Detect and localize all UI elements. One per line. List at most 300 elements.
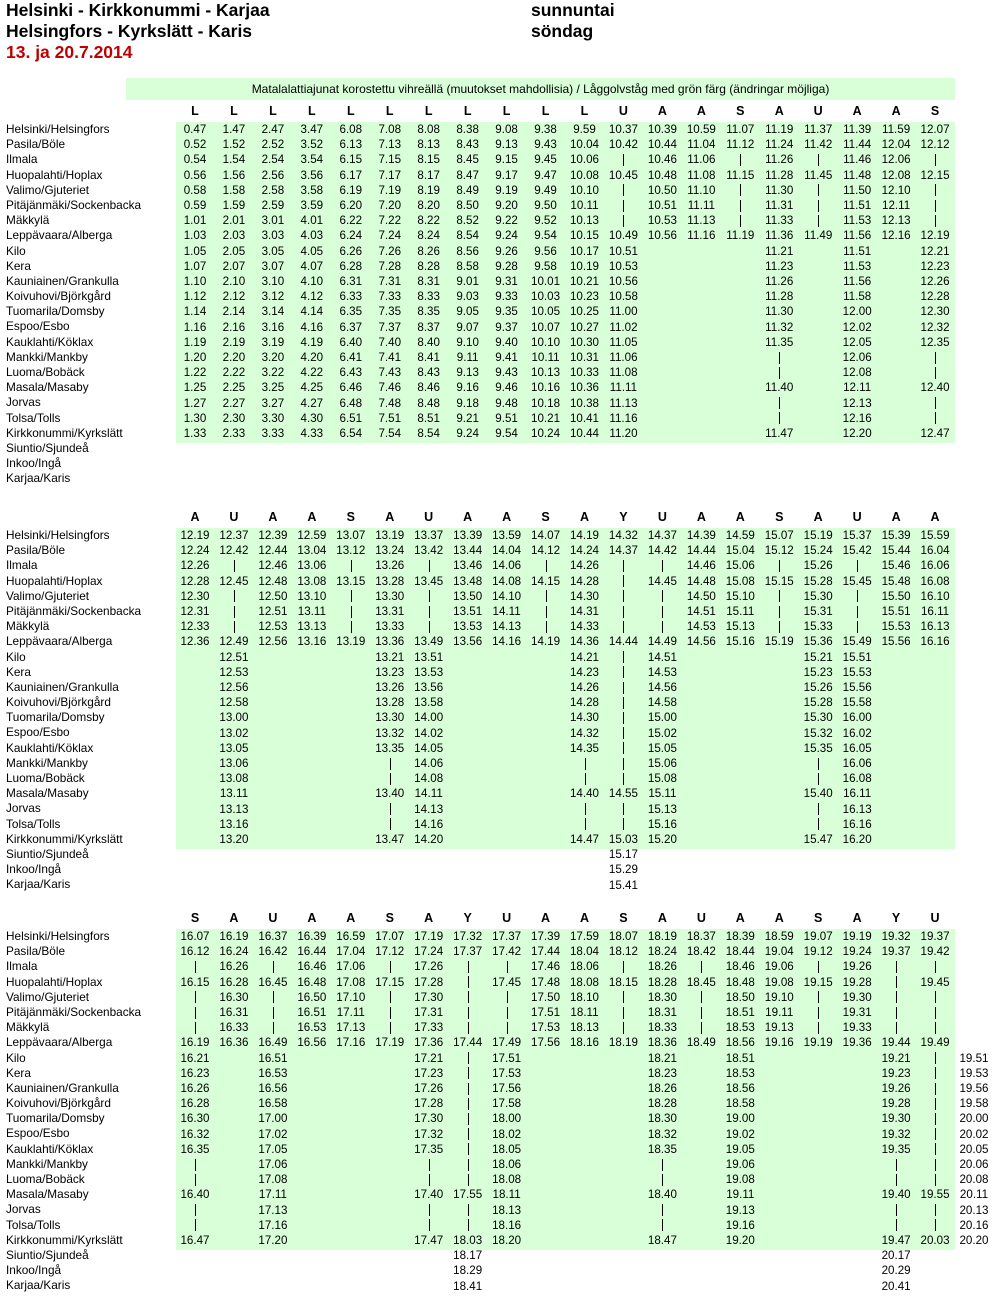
- departure-time: 20.17: [881, 1249, 911, 1263]
- station-name: Ilmala: [6, 959, 38, 974]
- departure-time: 12.06: [842, 351, 872, 364]
- departure-time: 12.32: [920, 320, 950, 334]
- departure-time: 18.26: [647, 1082, 677, 1095]
- departure-time: 6.31: [339, 275, 363, 288]
- departure-time: 14.39: [686, 529, 716, 542]
- departure-time: 19.13: [764, 1021, 794, 1035]
- departure-time: 17.28: [414, 1097, 444, 1111]
- departure-time: 11.42: [804, 138, 833, 152]
- passes-without-stopping-mark: [935, 1219, 936, 1231]
- departure-time: 11.11: [609, 381, 638, 395]
- station-name: Kilo: [6, 243, 26, 258]
- departure-time: 10.50: [647, 183, 677, 197]
- departure-time: 6.19: [339, 183, 363, 197]
- passes-without-stopping-mark: [818, 154, 819, 166]
- passes-without-stopping-mark: [234, 621, 235, 633]
- departure-time: 15.15: [764, 574, 794, 588]
- departure-time: 16.06: [842, 757, 872, 770]
- departure-time: 10.08: [569, 168, 599, 182]
- departure-time: 15.21: [803, 650, 833, 664]
- departure-time: 7.43: [378, 366, 402, 380]
- passes-without-stopping-mark: [390, 758, 391, 770]
- departure-time: 17.06: [336, 960, 366, 974]
- departure-time: 14.12: [531, 544, 561, 558]
- departure-time: 3.54: [300, 153, 324, 167]
- departure-time: 3.14: [261, 305, 285, 319]
- departure-time: 0.54: [183, 153, 207, 167]
- departure-time: 19.55: [920, 1188, 950, 1202]
- passes-without-stopping-mark: [195, 1174, 196, 1186]
- passes-without-stopping-mark: [623, 742, 624, 754]
- departure-time: 10.21: [531, 411, 561, 425]
- departure-time: 6.35: [339, 305, 363, 319]
- departure-time: 7.20: [378, 199, 402, 212]
- departure-time: 16.28: [219, 975, 249, 989]
- departure-time: 13.05: [219, 741, 249, 755]
- station-name: Mankki/Mankby: [6, 755, 88, 770]
- departure-time: 19.16: [725, 1218, 755, 1232]
- departure-time: 14.42: [647, 544, 677, 558]
- departure-time: 19.13: [725, 1203, 755, 1217]
- station-name: Kera: [6, 258, 31, 273]
- departure-time: 8.56: [456, 244, 479, 258]
- departure-time: 1.03: [183, 229, 207, 243]
- line-code: A: [891, 104, 901, 118]
- passes-without-stopping-mark: [623, 773, 624, 785]
- departure-time: 10.30: [569, 335, 599, 349]
- passes-without-stopping-mark: [351, 621, 352, 633]
- departure-time: 12.35: [920, 335, 950, 349]
- departure-time: 12.30: [920, 305, 950, 319]
- departure-time: 15.32: [803, 726, 833, 740]
- passes-without-stopping-mark: [935, 367, 936, 379]
- passes-without-stopping-mark: [623, 184, 624, 196]
- departure-time: 11.47: [765, 427, 794, 440]
- departure-time: 11.19: [726, 229, 755, 243]
- station-name: Masala/Masaby: [6, 1187, 89, 1202]
- departure-time: 12.20: [842, 427, 872, 440]
- departure-time: 7.35: [378, 305, 402, 319]
- departure-time: 12.36: [180, 635, 210, 649]
- departure-time: 11.15: [726, 168, 755, 182]
- departure-time: 15.53: [842, 665, 872, 679]
- departure-time: 15.40: [803, 787, 833, 801]
- departure-time: 11.30: [765, 183, 794, 197]
- departure-time: 13.13: [219, 802, 249, 816]
- passes-without-stopping-mark: [623, 575, 624, 587]
- departure-time: 10.10: [531, 335, 561, 349]
- departure-time: 17.31: [414, 1006, 444, 1019]
- departure-time: 15.16: [647, 817, 677, 831]
- passes-without-stopping-mark: [779, 606, 780, 618]
- departure-time: 4.19: [300, 335, 324, 349]
- departure-time: 17.36: [414, 1036, 444, 1050]
- departure-time: 10.44: [647, 138, 677, 152]
- departure-time: 20.41: [881, 1279, 911, 1293]
- departure-time: 18.39: [725, 930, 755, 943]
- passes-without-stopping-mark: [195, 1219, 196, 1231]
- station-name: Tolsa/Tolls: [6, 1217, 61, 1232]
- passes-without-stopping-mark: [818, 758, 819, 770]
- departure-time: 9.15: [495, 153, 518, 167]
- departure-time: 11.07: [726, 123, 755, 136]
- departure-time: 14.05: [414, 741, 444, 755]
- departure-time: 11.32: [765, 320, 794, 334]
- line-code: L: [424, 104, 433, 118]
- departure-time: 11.53: [843, 259, 872, 273]
- passes-without-stopping-mark: [896, 1204, 897, 1216]
- station-name: Tolsa/Tolls: [6, 410, 61, 425]
- departure-time: 9.38: [534, 123, 557, 136]
- departure-time: 16.39: [297, 930, 327, 943]
- passes-without-stopping-mark: [935, 1067, 936, 1079]
- departure-time: 14.28: [569, 574, 599, 588]
- departure-time: 16.45: [258, 975, 288, 989]
- line-code: A: [579, 911, 590, 925]
- departure-time: 8.38: [456, 123, 479, 136]
- passes-without-stopping-mark: [468, 991, 469, 1003]
- departure-time: 20.02: [959, 1127, 989, 1141]
- passes-without-stopping-mark: [351, 606, 352, 618]
- station-name: Masala/Masaby: [6, 786, 89, 801]
- departure-time: 18.32: [647, 1127, 677, 1141]
- passes-without-stopping-mark: [935, 1052, 936, 1064]
- departure-time: 18.03: [453, 1234, 483, 1247]
- departure-time: 14.16: [414, 817, 444, 831]
- departure-time: 18.06: [492, 1158, 522, 1171]
- passes-without-stopping-mark: [935, 412, 936, 424]
- departure-time: 13.04: [297, 544, 327, 558]
- departure-time: 10.59: [686, 123, 716, 136]
- departure-time: 18.56: [725, 1036, 755, 1050]
- departure-time: 15.05: [647, 741, 677, 755]
- departure-time: 10.24: [531, 427, 561, 440]
- departure-time: 11.16: [609, 411, 638, 425]
- station-name: Karjaa/Karis: [6, 877, 71, 892]
- departure-time: 14.11: [414, 787, 443, 801]
- passes-without-stopping-mark: [507, 991, 508, 1003]
- departure-time: 19.16: [764, 1036, 794, 1050]
- passes-without-stopping-mark: [818, 991, 819, 1003]
- line-code: A: [307, 510, 317, 524]
- line-code: Y: [891, 911, 901, 925]
- departure-time: 15.08: [647, 772, 677, 786]
- departure-time: 10.23: [569, 290, 599, 304]
- departure-time: 2.47: [261, 123, 285, 136]
- weekday: [531, 0, 615, 42]
- departure-time: 19.26: [842, 960, 872, 974]
- departure-time: 18.58: [725, 1097, 755, 1111]
- departure-time: 1.07: [183, 259, 207, 273]
- departure-time: 17.39: [531, 930, 561, 943]
- passes-without-stopping-mark: [468, 1143, 469, 1155]
- departure-time: 9.48: [495, 396, 518, 410]
- departure-time: 8.52: [456, 214, 479, 228]
- departure-time: 13.20: [219, 833, 249, 846]
- departure-time: 12.37: [219, 529, 249, 542]
- departure-time: 9.16: [456, 381, 479, 395]
- departure-time: 20.20: [959, 1234, 989, 1247]
- line-code: A: [657, 911, 667, 925]
- departure-time: 13.59: [492, 529, 522, 542]
- passes-without-stopping-mark: [468, 1159, 469, 1171]
- departure-time: 13.51: [453, 605, 483, 618]
- passes-without-stopping-mark: [468, 1219, 469, 1231]
- passes-without-stopping-mark: [351, 560, 352, 572]
- departure-time: 15.51: [881, 605, 911, 618]
- departure-time: 17.16: [258, 1218, 288, 1232]
- departure-time: 11.12: [726, 138, 755, 152]
- departure-time: 6.54: [339, 427, 363, 440]
- departure-time: 15.06: [725, 559, 755, 573]
- departure-time: 12.47: [920, 427, 950, 440]
- passes-without-stopping-mark: [468, 976, 469, 988]
- station-name: Kauniainen/Grankulla: [6, 1080, 119, 1095]
- departure-time: 15.20: [647, 833, 677, 846]
- passes-without-stopping-mark: [701, 961, 702, 973]
- departure-time: 17.59: [569, 930, 599, 943]
- passes-without-stopping-mark: [623, 154, 624, 166]
- departure-time: 15.46: [881, 559, 911, 573]
- passes-without-stopping-mark: [468, 1067, 469, 1079]
- departure-time: 2.30: [222, 411, 246, 425]
- passes-without-stopping-mark: [390, 818, 391, 830]
- departure-time: 3.25: [261, 381, 285, 395]
- station-name: Leppävaara/Alberga: [6, 1035, 113, 1050]
- departure-time: 10.07: [531, 320, 561, 334]
- passes-without-stopping-mark: [740, 154, 741, 166]
- departure-time: 14.02: [414, 726, 444, 740]
- departure-time: 10.42: [608, 138, 638, 152]
- departure-time: 15.12: [764, 544, 794, 558]
- departure-time: 13.06: [297, 559, 327, 573]
- departure-time: 0.59: [183, 199, 207, 212]
- departure-time: 11.06: [609, 351, 638, 364]
- departure-time: 10.56: [647, 229, 677, 243]
- departure-time: 13.39: [453, 529, 483, 542]
- departure-time: 17.08: [258, 1173, 288, 1187]
- departure-time: 14.21: [569, 650, 599, 664]
- departure-time: 0.52: [183, 138, 207, 152]
- passes-without-stopping-mark: [351, 590, 352, 602]
- departure-time: 2.58: [261, 183, 285, 197]
- departure-time: 2.59: [261, 199, 285, 212]
- passes-without-stopping-mark: [195, 1022, 196, 1034]
- line-code: U: [229, 510, 239, 524]
- passes-without-stopping-mark: [701, 1022, 702, 1034]
- departure-time: 16.35: [180, 1142, 210, 1156]
- line-code: U: [424, 510, 434, 524]
- passes-without-stopping-mark: [935, 215, 936, 227]
- departure-time: 17.58: [492, 1097, 522, 1111]
- departure-time: 14.06: [492, 559, 522, 573]
- passes-without-stopping-mark: [935, 1007, 936, 1019]
- departure-time: 15.44: [881, 544, 911, 558]
- departure-time: 14.07: [531, 529, 561, 542]
- station-name: Tolsa/Tolls: [6, 816, 61, 831]
- departure-time: 10.03: [531, 290, 561, 304]
- departure-time: 17.48: [531, 975, 561, 989]
- departure-time: 17.55: [453, 1188, 483, 1202]
- departure-time: 11.00: [609, 305, 638, 319]
- departure-time: 7.40: [378, 335, 402, 349]
- line-header-row: [176, 909, 955, 927]
- departure-time: 9.05: [456, 305, 479, 319]
- departure-time: 16.21: [180, 1051, 210, 1065]
- departure-time: 12.13: [842, 396, 872, 410]
- station-list: [6, 122, 176, 487]
- departure-time: 8.08: [417, 123, 440, 136]
- departure-time: 16.59: [336, 930, 366, 943]
- departure-time: 9.28: [495, 259, 518, 273]
- departure-time: 18.30: [647, 1112, 677, 1126]
- departure-time: 10.46: [647, 153, 677, 167]
- departure-time: 16.30: [219, 990, 249, 1004]
- departure-time: 13.10: [297, 589, 327, 603]
- station-name: Koivuhovi/Björkgård: [6, 1096, 111, 1111]
- departure-time: 13.35: [375, 741, 405, 755]
- line-code: U: [852, 510, 862, 524]
- departure-time: 20.11: [959, 1188, 989, 1202]
- passes-without-stopping-mark: [390, 991, 391, 1003]
- departure-time: 9.07: [456, 320, 479, 334]
- departure-time: 17.51: [531, 1006, 561, 1019]
- departure-time: 6.37: [339, 320, 363, 334]
- departure-time: 4.33: [300, 427, 324, 440]
- departure-time: 12.56: [258, 635, 288, 649]
- departure-time: 11.46: [843, 153, 872, 167]
- departure-time: 9.49: [534, 183, 557, 197]
- line-code: A: [346, 911, 356, 925]
- departure-time: 17.08: [336, 975, 366, 989]
- line-code: A: [424, 911, 434, 925]
- passes-without-stopping-mark: [779, 412, 780, 424]
- departure-time: 20.05: [959, 1142, 989, 1156]
- departure-time: 3.19: [261, 335, 285, 349]
- departure-time: 15.29: [608, 863, 638, 877]
- departure-time: 17.06: [258, 1158, 288, 1171]
- departure-time: 18.59: [764, 930, 794, 943]
- line-code: L: [502, 104, 511, 118]
- timetable-section-2: [0, 508, 960, 893]
- departure-time: 19.35: [881, 1142, 911, 1156]
- departure-time: 13.31: [375, 605, 405, 618]
- departure-time: 12.51: [219, 650, 249, 664]
- station-list: [6, 528, 176, 893]
- departure-time: 12.58: [219, 696, 249, 710]
- departure-time: 11.45: [804, 168, 833, 182]
- departure-time: 12.39: [258, 529, 288, 542]
- departure-time: 14.56: [686, 635, 716, 649]
- departure-time: 6.48: [339, 396, 363, 410]
- departure-time: 18.02: [492, 1127, 522, 1141]
- departure-time: 8.28: [417, 259, 440, 273]
- station-name: Karjaa/Karis: [6, 471, 71, 486]
- departure-time: 12.49: [219, 635, 249, 649]
- departure-time: 16.13: [920, 620, 950, 634]
- departure-time: 13.16: [219, 817, 249, 831]
- departure-time: 8.49: [456, 183, 479, 197]
- departure-time: 14.28: [569, 696, 599, 710]
- departure-time: 14.13: [492, 620, 522, 634]
- departure-time: 11.56: [843, 229, 872, 243]
- departure-time: 10.48: [647, 168, 677, 182]
- departure-time: 9.45: [534, 153, 557, 167]
- line-code: A: [502, 510, 512, 524]
- departure-time: 19.15: [803, 975, 833, 989]
- departure-time: 16.58: [258, 1097, 288, 1111]
- passes-without-stopping-mark: [896, 1219, 897, 1231]
- departure-time: 9.20: [495, 199, 518, 212]
- passes-without-stopping-mark: [623, 560, 624, 572]
- departure-time: 16.23: [180, 1066, 210, 1080]
- weekday-fi: sunnuntai: [531, 0, 615, 20]
- departure-time: 1.30: [183, 411, 207, 425]
- departure-time: 7.41: [378, 351, 402, 364]
- departure-time: 17.33: [414, 1021, 444, 1035]
- departure-time: 12.51: [258, 605, 288, 618]
- departure-time: 6.33: [339, 290, 363, 304]
- departure-time: 12.45: [219, 574, 249, 588]
- passes-without-stopping-mark: [195, 1204, 196, 1216]
- departure-time: 13.56: [453, 635, 483, 649]
- departure-time: 4.01: [300, 214, 324, 228]
- departure-time: 14.37: [608, 544, 638, 558]
- line-code: A: [268, 510, 278, 524]
- departure-time: 15.26: [803, 681, 833, 694]
- departure-time: 9.54: [495, 427, 518, 440]
- departure-time: 17.16: [336, 1036, 366, 1050]
- passes-without-stopping-mark: [662, 1204, 663, 1216]
- departure-time: 18.23: [647, 1066, 677, 1080]
- departure-time: 3.10: [261, 275, 285, 288]
- departure-time: 12.16: [881, 229, 911, 243]
- passes-without-stopping-mark: [896, 961, 897, 973]
- departure-time: 15.10: [725, 589, 755, 603]
- departure-time: 1.05: [183, 244, 207, 258]
- departure-time: 10.15: [569, 229, 599, 243]
- departure-time: 17.13: [336, 1021, 366, 1035]
- departure-time: 16.06: [920, 559, 950, 573]
- departure-time: 18.12: [608, 945, 638, 959]
- departure-time: 12.42: [219, 544, 249, 558]
- departure-time: 17.44: [453, 1036, 483, 1050]
- station-name: Huopalahti/Hoplax: [6, 573, 103, 588]
- line-code: A: [930, 510, 940, 524]
- departure-time: 18.37: [686, 930, 716, 943]
- departure-time: 12.31: [180, 605, 210, 618]
- departure-time: 18.07: [608, 930, 638, 943]
- departure-time: 17.50: [531, 990, 561, 1004]
- departure-time: 16.11: [843, 787, 872, 801]
- departure-time: 8.26: [417, 244, 440, 258]
- departure-time: 15.13: [725, 620, 755, 634]
- departure-time: 19.08: [764, 975, 794, 989]
- line-code: S: [775, 510, 784, 524]
- departure-time: 16.53: [297, 1021, 327, 1035]
- validity-date: 13. ja 20.7.2014: [6, 42, 133, 62]
- departure-time: 19.20: [725, 1234, 755, 1247]
- station-name: Kera: [6, 1065, 31, 1080]
- departure-time: 18.13: [492, 1203, 522, 1217]
- departure-time: 11.11: [687, 199, 715, 212]
- departure-time: 7.19: [378, 183, 402, 197]
- departure-time: 13.24: [375, 544, 405, 558]
- departure-time: 9.33: [495, 290, 518, 304]
- departure-time: 11.33: [765, 214, 794, 228]
- departure-time: 13.46: [453, 559, 483, 573]
- departure-time: 6.46: [339, 381, 363, 395]
